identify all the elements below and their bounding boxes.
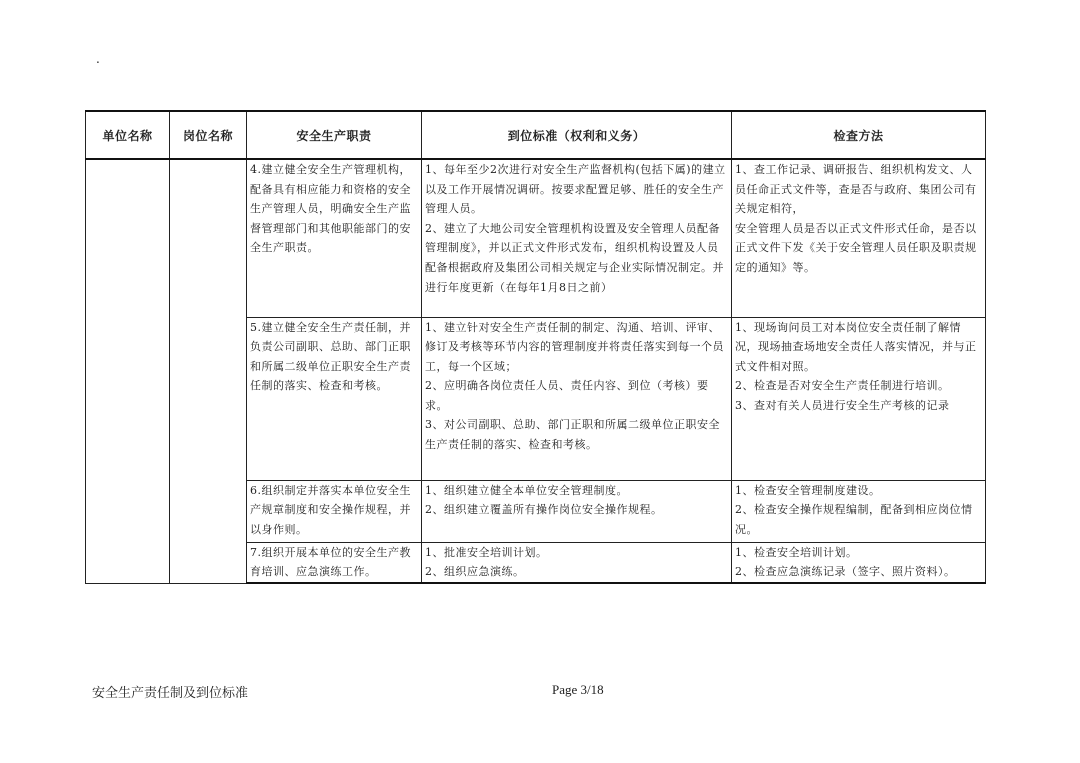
standard-cell: 1、建立针对安全生产责任制的制定、沟通、培训、评审、修订及考核等环节内容的管理制度并将责任落实到每一个员工，每一个区域； 2、应明确各岗位责任人员、责任内容、到位（考核）要求。 3、对公司副职、总助、部门正职和所属二级单位正职安全生产责任制的落实、检查和考核。 [422,317,732,480]
standard-cell: 1、每年至少2次进行对安全生产监督机构(包括下属)的建立以及工作开展情况调研。按要求配置足够、胜任的安全生产管理人员。 2、建立了大地公司安全管理机构设置及安全管理人员配备管理制度》，并以正式文件形式发布，组织机构设置及人员配备根据政府及集团公司相关规定与企业实际情况制定。并进行年度更新（在每年1月8日之前） [422,159,732,317]
header-post-name: 岗位名称 [170,111,247,159]
footer-document-title: 安全生产责任制及到位标准 [92,686,249,701]
method-cell: 1、检查安全管理制度建设。 2、检查安全操作规程编制，配备到相应岗位情况。 [732,480,986,542]
header-mark: . [96,52,100,66]
method-cell: 1、检查安全培训计划。 2、检查应急演练记录（签字、照片资料）。 [732,542,986,583]
header-safety-duty: 安全生产职责 [247,111,422,159]
header-standard: 到位标准（权利和义务） [422,111,732,159]
method-cell: 1、现场询问员工对本岗位安全责任制了解情况，现场抽查场地安全责任人落实情况，并与正式文件相对照。 2、检查是否对安全生产责任制进行培训。 3、查对有关人员进行安全生产考核的记录 [732,317,986,480]
duty-cell: 5.建立健全安全生产责任制，并负责公司副职、总助、部门正职和所属二级单位正职安全生产责任制的落实、检查和考核。 [247,317,422,480]
header-check-method: 检查方法 [732,111,986,159]
table-row [86,159,986,317]
duty-cell: 4.建立健全安全生产管理机构，配备具有相应能力和资格的安全生产管理人员，明确安全生产监督管理部门和其他职能部门的安全生产职责。 [247,159,422,317]
unit-name-cell [86,159,170,583]
footer-page-number: Page 3/18 [552,682,604,697]
standard-cell: 1、批准安全培训计划。 2、组织应急演练。 [422,542,732,583]
header-unit-name: 单位名称 [86,111,170,159]
post-name-cell [170,159,247,583]
standard-cell: 1、组织建立健全本单位安全管理制度。 2、组织建立覆盖所有操作岗位安全操作规程。 [422,480,732,542]
method-cell: 1、查工作记录、调研报告、组织机构发文、人员任命正式文件等，查是否与政府、集团公司有关规定相符， 安全管理人员是否以正式文件形式任命，是否以正式文件下发《关于安全管理人员任职及职责规定的通知》等。 [732,159,986,317]
duty-cell: 7.组织开展本单位的安全生产教育培训、应急演练工作。 [247,542,422,583]
responsibility-table [85,110,986,584]
table-header-row [86,111,986,159]
duty-cell: 6.组织制定并落实本单位安全生产规章制度和安全操作规程，并以身作则。 [247,480,422,542]
